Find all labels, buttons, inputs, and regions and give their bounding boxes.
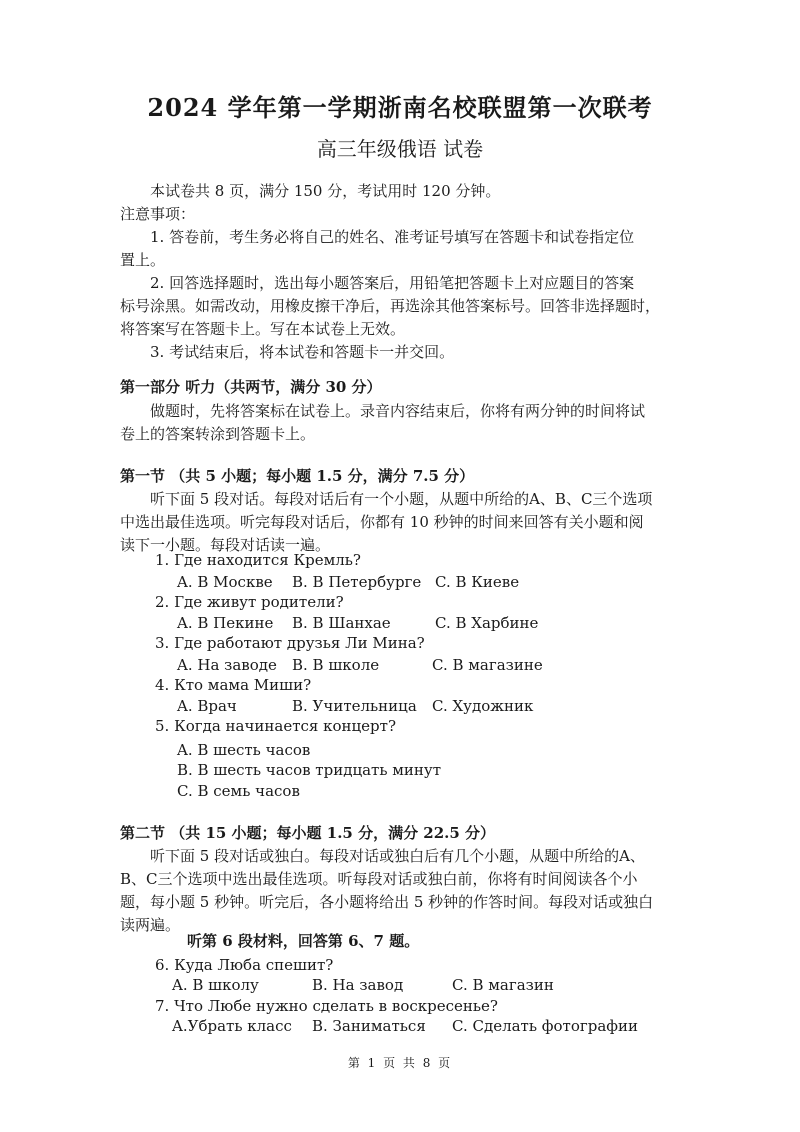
q4-option-b: B. Учительница — [292, 697, 417, 715]
q7-option-a: A.Убрать класс — [172, 1017, 292, 1035]
q2-option-a: A. В Пекине — [177, 614, 274, 632]
exam-title: 2024 学年第一学期浙南名校联盟第一次联考 — [147, 93, 653, 122]
q1-option-c: C. В Киеве — [435, 573, 520, 591]
question-2: 2. Где живут родители? — [155, 593, 344, 611]
q6-option-b: B. На завод — [312, 976, 404, 994]
q5-option-c: C. В семь часов — [177, 782, 300, 800]
section2-desc-c: 题，每小题 5 秒钟。听完后，各小题将给出 5 秒钟的作答时间。每段对话或独白 — [120, 893, 654, 911]
part1-desc-a: 做题时，先将答案标在试卷上。录音内容结束后，你将有两分钟的时间将试 — [150, 402, 646, 420]
section2-heading: 第二节 （共 15 小题；每小题 1.5 分，满分 22.5 分） — [120, 824, 496, 842]
q3-option-c: C. В магазине — [432, 656, 543, 674]
question-3: 3. Где работают друзья Ли Мина? — [155, 634, 425, 652]
q2-option-b: B. В Шанхае — [292, 614, 391, 632]
section1-desc-a: 听下面 5 段对话。每段对话后有一个小题，从题中所给的A、B、C三个选项 — [150, 490, 653, 508]
q7-option-c: C. Сделать фотографии — [452, 1017, 639, 1035]
notes-label: 注意事项： — [120, 205, 196, 223]
part1-heading: 第一部分 听力（共两节，满分 30 分） — [120, 378, 382, 396]
note-1-line-a: 1. 答卷前，考生务必将自己的姓名、准考证号填写在答题卡和试卷指定位 — [150, 228, 635, 246]
section1-desc-c: 读下一小题。每段对话读一遍。 — [120, 536, 331, 554]
q4-option-a: A. Врач — [177, 697, 237, 715]
question-7: 7. Что Любе нужно сделать в воскресенье? — [155, 997, 498, 1015]
q4-option-c: C. Художник — [432, 697, 534, 715]
exam-info: 本试卷共 8 页，满分 150 分，考试用时 120 分钟。 — [150, 182, 501, 200]
part1-desc-b: 卷上的答案转涂到答题卡上。 — [120, 425, 316, 443]
note-1-line-b: 置上。 — [120, 251, 166, 269]
material-6-heading: 听第 6 段材料，回答第 6、7 题。 — [187, 932, 420, 950]
q7-option-b: B. Заниматься — [312, 1017, 426, 1035]
q5-option-a: A. В шесть часов — [177, 741, 311, 759]
note-3: 3. 考试结束后，将本试卷和答题卡一并交回。 — [150, 343, 455, 361]
question-6: 6. Куда Люба спешит? — [155, 956, 334, 974]
q3-option-a: A. На заводе — [177, 656, 277, 674]
exam-subtitle: 高三年级俄语 试卷 — [316, 137, 484, 161]
question-5: 5. Когда начинается концерт? — [155, 717, 396, 735]
q6-option-a: A. В школу — [172, 976, 259, 994]
section2-desc-b: B、C三个选项中选出最佳选项。听每段对话或独白前，你将有时间阅读各个小 — [120, 870, 638, 888]
page-number: 第 1 页 共 8 页 — [347, 1056, 453, 1070]
question-4: 4. Кто мама Миши? — [155, 676, 312, 694]
note-2-line-a: 2. 回答选择题时，选出每小题答案后，用铅笔把答题卡上对应题目的答案 — [150, 274, 635, 292]
q1-option-b: B. В Петербурге — [292, 573, 422, 591]
section2-desc-a: 听下面 5 段对话或独白。每段对话或独白后有几个小题，从题中所给的A、 — [150, 847, 645, 865]
section2-desc-d: 读两遍。 — [120, 916, 181, 934]
note-2-line-c: 将答案写在答题卡上。写在本试卷上无效。 — [120, 320, 406, 338]
note-2-line-b: 标号涂黑。如需改动，用橡皮擦干净后，再选涂其他答案标号。回答非选择题时， — [120, 297, 661, 315]
q3-option-b: B. В школе — [292, 656, 380, 674]
section1-desc-b: 中选出最佳选项。听完每段对话后，你都有 10 秒钟的时间来回答有关小题和阅 — [120, 513, 644, 531]
q6-option-c: C. В магазин — [452, 976, 554, 994]
q5-option-b: B. В шесть часов тридцать минут — [177, 761, 442, 779]
section1-heading: 第一节 （共 5 小题；每小题 1.5 分，满分 7.5 分） — [120, 467, 475, 485]
q1-option-a: A. В Москве — [177, 573, 273, 591]
q2-option-c: C. В Харбине — [435, 614, 539, 632]
question-1: 1. Где находится Кремль? — [155, 551, 361, 569]
